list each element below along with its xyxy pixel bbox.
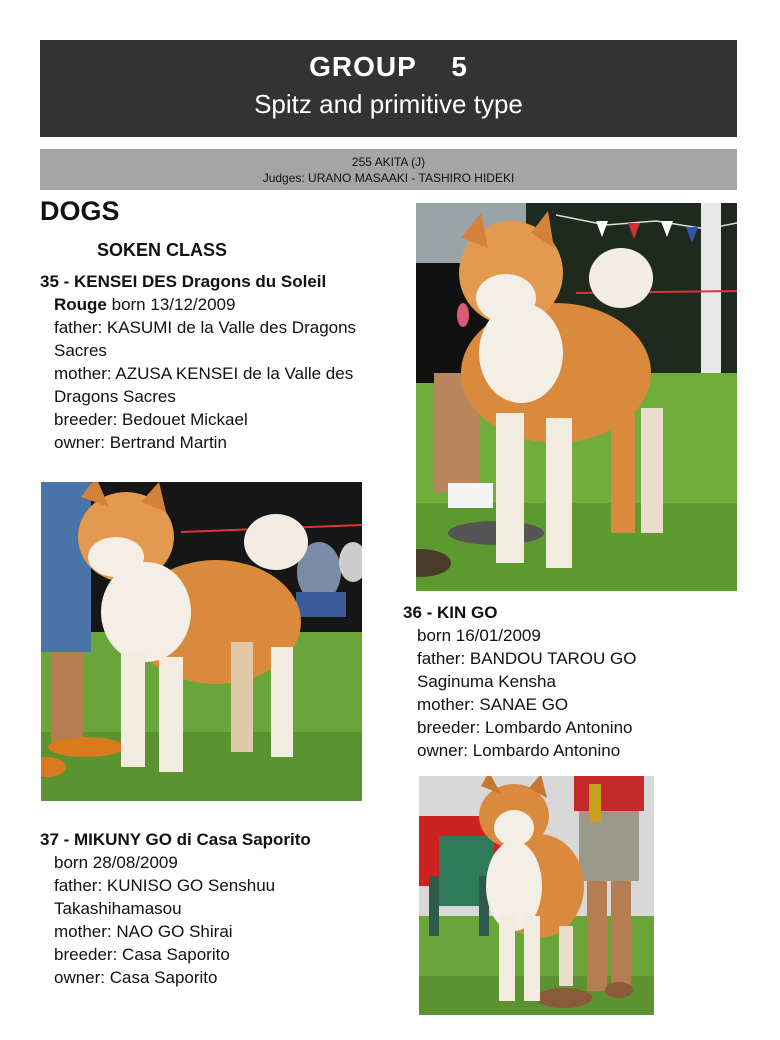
entry-father-cont: Takashihamasou	[54, 899, 182, 918]
entry-mother: mother: NAO GO Shirai	[54, 922, 233, 941]
entry-breeder: breeder: Bedouet Mickael	[54, 410, 248, 429]
entry-36	[403, 601, 743, 762]
dog-photo-mikuny	[419, 776, 654, 1015]
entry-father: father: BANDOU TAROU GO	[417, 649, 637, 668]
section-title: DOGS	[40, 196, 120, 226]
entry-born: born 16/01/2009	[417, 626, 541, 645]
entry-born: born 28/08/2009	[54, 853, 178, 872]
entry-35	[40, 270, 410, 454]
entry-owner: owner: Lombardo Antonino	[417, 741, 621, 760]
entry-born: born 13/12/2009	[106, 295, 236, 314]
judges-label: Judges: URANO MASAAKI - TASHIRO HIDEKI	[262, 171, 515, 185]
entry-father: father: KUNISO GO Senshuu	[54, 876, 276, 895]
entry-mother: mother: AZUSA KENSEI de la Valle des	[54, 364, 354, 383]
entry-title: 37 - MIKUNY GO di Casa Saporito	[40, 830, 311, 849]
entry-owner: owner: Bertrand Martin	[54, 433, 227, 452]
entry-mother: mother: SANAE GO	[417, 695, 569, 714]
entry-mother-cont: Dragons Sacres	[54, 387, 176, 406]
dog-photo-kin-go	[416, 203, 737, 591]
judges-bar	[40, 149, 737, 190]
entry-breeder: breeder: Casa Saporito	[54, 945, 230, 964]
entry-title-cont: Rouge	[54, 295, 107, 314]
class-title: SOKEN CLASS	[97, 240, 228, 260]
group-header	[40, 40, 737, 137]
entry-father-cont: Saginuma Kensha	[417, 672, 556, 691]
group-title: GROUP 5	[309, 51, 468, 82]
entry-title: 35 - KENSEI DES Dragons du Soleil	[40, 272, 327, 291]
breed-label: 255 AKITA (J)	[351, 155, 426, 169]
entry-father: father: KASUMI de la Valle des Dragons	[54, 318, 357, 337]
group-subtitle: Spitz and primitive type	[254, 89, 523, 119]
dog-photo-kensei	[41, 482, 362, 801]
entry-owner: owner: Casa Saporito	[54, 968, 218, 987]
entry-father-cont: Sacres	[54, 341, 107, 360]
entry-37	[40, 828, 410, 989]
entry-title: 36 - KIN GO	[403, 603, 498, 622]
entry-breeder: breeder: Lombardo Antonino	[417, 718, 633, 737]
